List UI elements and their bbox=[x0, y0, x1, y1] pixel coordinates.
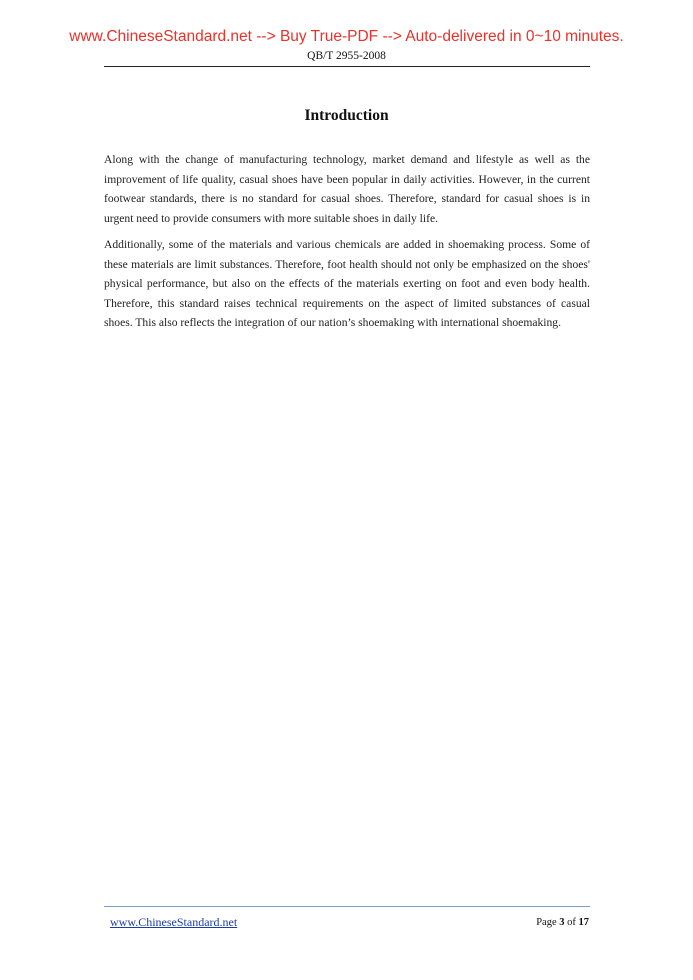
footer-divider bbox=[104, 906, 590, 907]
page-number bbox=[536, 917, 589, 928]
footer-website-link[interactable]: www.ChineseStandard.net bbox=[110, 915, 238, 929]
page-current: 3 bbox=[559, 917, 565, 928]
page-title: Introduction bbox=[304, 107, 389, 124]
page-total: 17 bbox=[578, 917, 589, 928]
banner-link[interactable]: www.ChineseStandard.net --> Buy True-PDF --> Auto-delivered in 0~10 minutes. bbox=[69, 28, 624, 45]
page-label: Page bbox=[536, 917, 557, 928]
paragraph-2: Additionally, some of the materials and various chemicals are added in shoemaking process. Some of these materials are limit substances. Therefore, foot health should not only be emphasized on the shoes' physical performance, but also on the effects of the materials exerting on foot and even body health. Therefore, this standard raises technical requirements on the aspect of limited substances of casual shoes. This also reflects the integration of our nation’s shoemaking with international shoemaking. bbox=[104, 238, 590, 329]
standard-code: QB/T 2955-2008 bbox=[307, 50, 386, 62]
paragraph-1: Along with the change of manufacturing technology, market demand and lifestyle as well as the improvement of life quality, casual shoes have been popular in daily activities. However, in the current footwear standards, there is no standard for casual shoes. Therefore, standard for casual shoes is in urgent need to provide consumers with more suitable shoes in daily life. bbox=[104, 153, 590, 225]
header-divider bbox=[104, 66, 590, 67]
page-of: of bbox=[567, 917, 576, 928]
